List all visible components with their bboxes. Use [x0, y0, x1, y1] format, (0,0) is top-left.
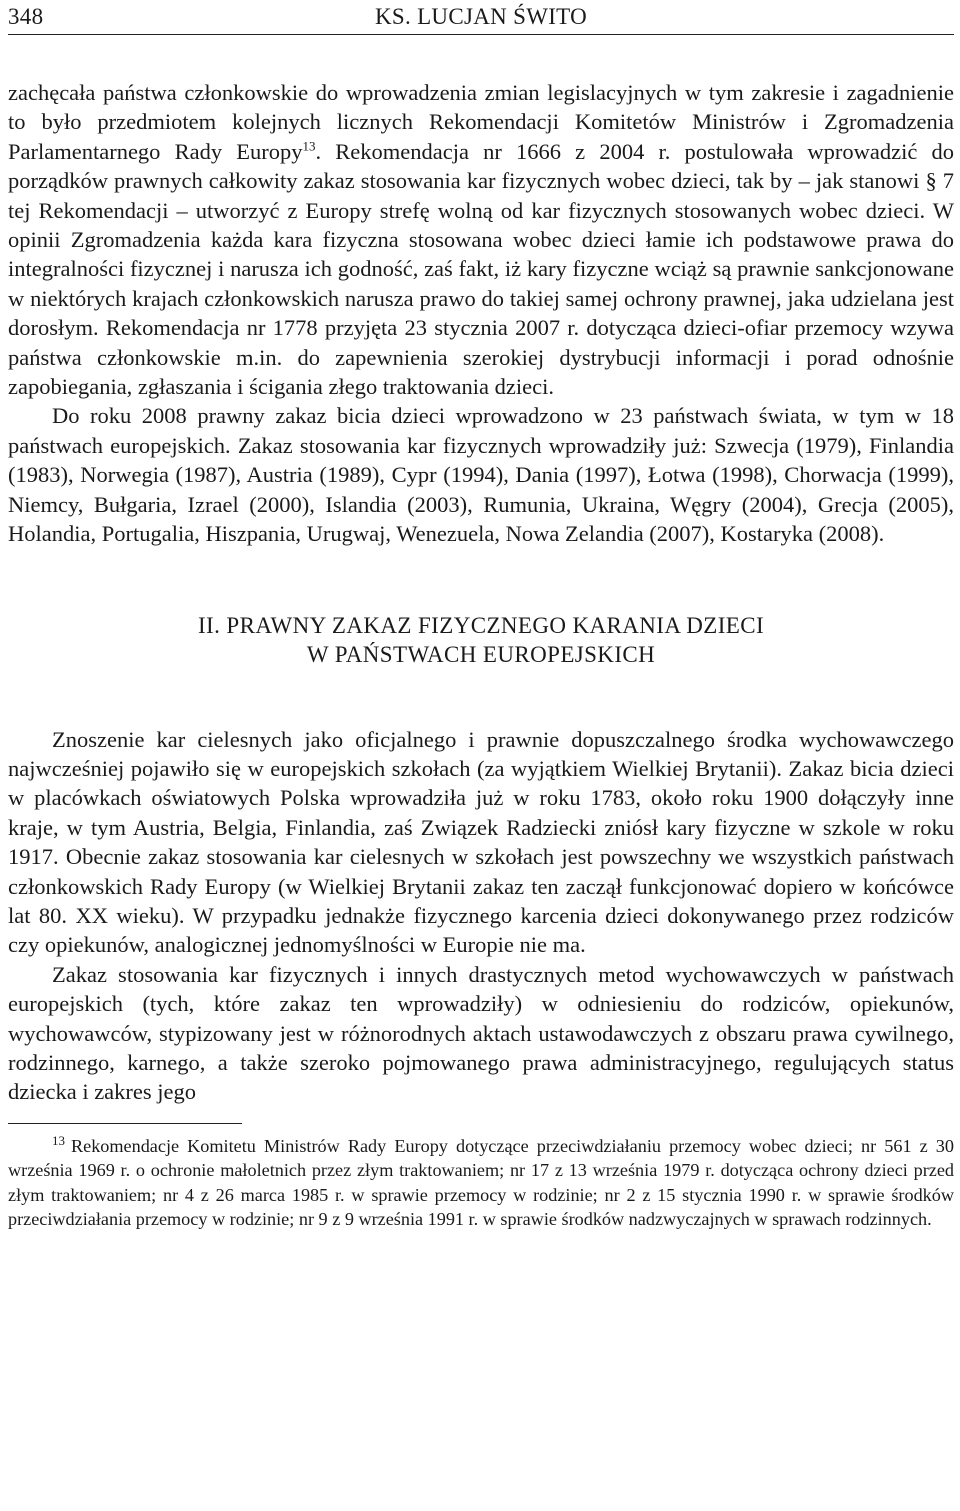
body-text	[8, 78, 954, 1107]
book-page	[8, 0, 954, 1232]
running-header	[8, 2, 954, 34]
paragraph-2: Do roku 2008 prawny zakaz bicia dzieci wprowadzono w 23 państwach świata, w tym w 18 państwach europejskich. Zakaz stosowania kar fizycznych wprowadziły już: Szwecja (1979), Finlandia (1983), Norwegia (1987), Austria (1989), Cypr (1994), Dania (1997), Łotwa (1998), Chorwacja (1999), Niemcy, Bułgaria, Izrael (2000), Islandia (2003), Rumunia, Ukraina, Węgry (2004), Grecja (2005), Holandia, Portugalia, Hiszpania, Urugwaj, Wenezuela, Nowa Zelandia (2007), Kostaryka (2008).	[8, 403, 954, 547]
footnote-reference-13[interactable]: 13	[302, 138, 316, 154]
footnote-text: Rekomendacje Komitetu Ministrów Rady Europy dotyczące przeciwdziałaniu przemocy wobec dzieci; nr 561 z 30 września 1969 r. o ochronie małoletnich przez złym traktowaniem; nr 17 z 13 września 1979 r. dotycząca ochrony dzieci przed złym traktowaniem; nr 4 z 26 marca 1985 r. w sprawie przemocy w rodzinie; nr 2 z 15 stycznia 1990 r. w sprawie środków przeciwdziałania przemocy w rodzinie; nr 9 z 9 września 1991 r. w sprawie środków nadzwyczajnych w sprawach rodzinnych.	[8, 1135, 954, 1230]
paragraph-1-text-b: . Rekomendacja nr 1666 z 2004 r. postulowała wprowadzić do porządków prawnych całkowity zakaz stosowania kar fizycznych wobec dzieci, tak by – jak stanowi § 7 tej Rekomendacji – utworzyć z Europy strefę wolną od kar fizycznych stosowanych wobec dzieci. W opinii Zgromadzenia każda kara fizyczna stosowana wobec dzieci łamie ich podstawowe prawa do integralności fizycznej i narusza ich godność, zaś fakt, iż kary fizyczne wciąż są prawnie sankcjonowane w niektórych krajach członkowskich narusza prawo do takiej samej ochrony prawnej, jaka udzielana jest dorosłym. Rekomendacja nr 1778 przyjęta 23 stycznia 2007 r. dotycząca dzieci-ofiar przemocy wzywa państwa członkowskie m.in. do zapewnienia szerokiej dystrybucji informacji i porad odnośnie zapobiegania, zgłaszania i ścigania złego traktowania dzieci.	[8, 138, 954, 400]
footnote-13	[8, 1134, 954, 1232]
footnote-rule	[8, 1123, 242, 1124]
paragraph-1	[8, 78, 954, 401]
paragraph-1-text-a: zachęcała państwa członkowskie do wprowadzenia zmian legislacyjnych w tym zakresie i zagadnienie to było przedmiotem kolejnych licznych Rekomendacji Komitetów Ministrów i Zgromadzenia Parlamentarnego Rady Europy	[8, 80, 954, 164]
paragraph-4: Zakaz stosowania kar fizycznych i innych drastycznych metod wychowawczych w państwach europejskich (tych, które zakaz ten wprowadziły) w odniesieniu do rodziców, opiekunów, wychowawców, stypizowany jest w różnorodnych aktach ustawodawczych z obszaru prawa cywilnego, rodzinnego, karnego, a także szeroko pojmowanego prawa administracyjnego, regulujących status dziecka i zakres jego	[8, 961, 954, 1105]
section-heading-line-2: W PAŃSTWACH EUROPEJSKICH	[306, 641, 656, 667]
section-heading-line-1: II. PRAWNY ZAKAZ FIZYCZNEGO KARANIA DZIECI	[197, 612, 765, 638]
section-heading	[8, 611, 954, 669]
page-number: 348	[8, 4, 44, 29]
header-rule	[8, 34, 954, 35]
footnote-marker: 13	[52, 1132, 65, 1148]
running-title: KS. LUCJAN ŚWITO	[374, 4, 588, 29]
paragraph-3: Znoszenie kar cielesnych jako oficjalnego i prawnie dopuszczalnego środka wychowawczego najwcześniej pojawiło się w europejskich szkołach (za wyjątkiem Wielkiej Brytanii). Zakaz bicia dzieci w placówkach oświatowych Polska wprowadziła już w roku 1783, około roku 1900 dołączyły inne kraje, w tym Austria, Belgia, Finlandia, zaś Związek Radziecki zniósł kary fizyczne w szkole w roku 1917. Obecnie zakaz stosowania kar cielesnych w szkołach jest powszechny we wszystkich państwach członkowskich Rady Europy (w Wielkiej Brytanii zakaz ten zaczął funkcjonować dopiero w końcówce lat 80. XX wieku). W przypadku jednakże fizycznego karcenia dzieci dokonywanego przez rodziców czy opiekunów, analogicznej jednomyślności w Europie nie ma.	[8, 726, 954, 958]
